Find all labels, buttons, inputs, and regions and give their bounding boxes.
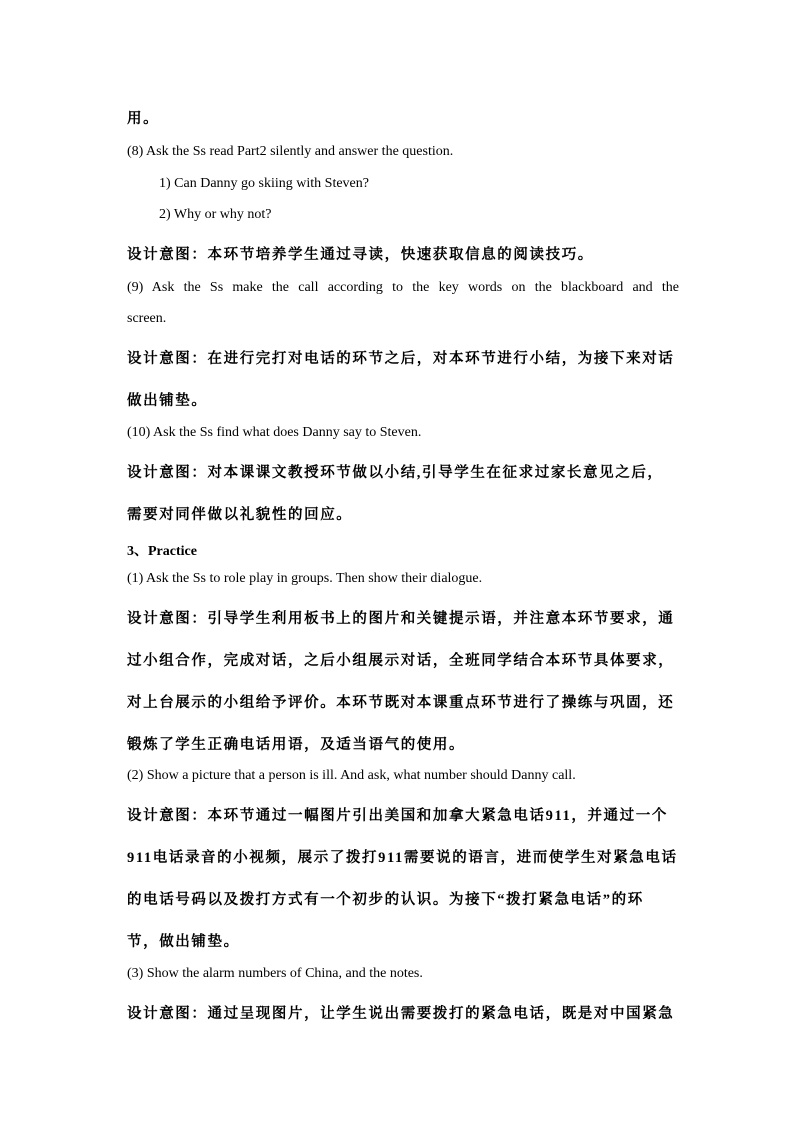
text-line: 设计意图：在进行完打对电话的环节之后，对本环节进行小结，为接下来对话 (127, 351, 675, 367)
text-line: 的电话号码以及拨打方式有一个初步的认识。为接下“拨打紧急电话”的环 (127, 892, 644, 908)
text-line: (3) Show the alarm numbers of China, and the notes. (127, 966, 423, 981)
text-line: (8) Ask the Ss read Part2 silently and answer the question. (127, 144, 454, 159)
text-line: 设计意图：本环节通过一幅图片引出美国和加拿大紧急电话911，并通过一个 (127, 808, 668, 824)
text-line: 1) Can Danny go skiing with Steven? (159, 176, 369, 191)
section-heading: 3、Practice (127, 544, 197, 559)
text-line: 需要对同伴做以礼貌性的回应。 (127, 507, 353, 523)
text-line: 过小组合作，完成对话，之后小组展示对话，全班同学结合本环节具体要求， (127, 653, 675, 669)
text-line: screen. (127, 311, 167, 326)
text-line: 设计意图：本环节培养学生通过寻读，快速获取信息的阅读技巧。 (127, 247, 594, 263)
text-line: 设计意图：对本课课文教授环节做以小结,引导学生在征求过家长意见之后， (127, 465, 664, 481)
text-line: 911电话录音的小视频，展示了拨打911需要说的语言，进而使学生对紧急电话 (127, 850, 678, 866)
text-line: (9) Ask the Ss make the call according to the key words on the blackboard and the (127, 280, 679, 295)
text-line: 设计意图：引导学生利用板书上的图片和关键提示语，并注意本环节要求，通 (127, 611, 675, 627)
text-line: 用。 (127, 111, 160, 127)
text-line: (10) Ask the Ss find what does Danny say to Steven. (127, 425, 422, 440)
text-line: 节，做出铺垫。 (127, 934, 240, 950)
text-line: 2) Why or why not? (159, 207, 272, 222)
text-line: 做出铺垫。 (127, 393, 208, 409)
text-line: (2) Show a picture that a person is ill. And ask, what number should Danny call. (127, 768, 576, 783)
text-line: 设计意图：通过呈现图片，让学生说出需要拨打的紧急电话，既是对中国紧急 (127, 1006, 675, 1022)
text-line: 对上台展示的小组给予评价。本环节既对本课重点环节进行了操练与巩固，还 (127, 695, 675, 711)
text-line: (1) Ask the Ss to role play in groups. Then show their dialogue. (127, 571, 483, 586)
text-line: 锻炼了学生正确电话用语，及适当语气的使用。 (127, 737, 466, 753)
